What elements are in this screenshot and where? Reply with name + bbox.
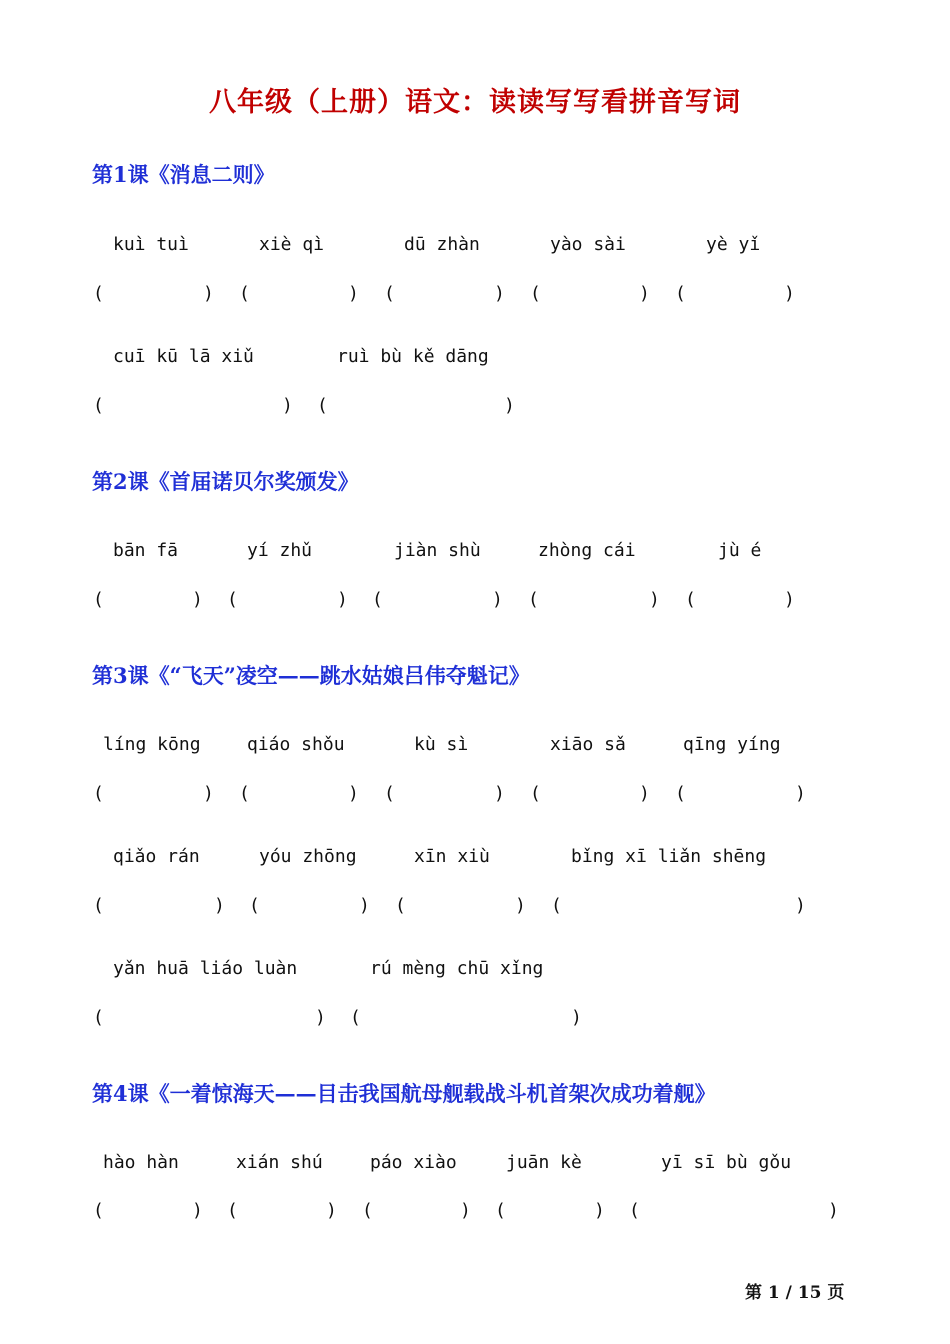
answer-bracket-open: ( xyxy=(675,783,686,804)
pinyin-item: rú mèng chū xǐng xyxy=(370,958,544,979)
pinyin-item: jù é xyxy=(718,540,762,561)
answer-bracket-open: ( xyxy=(93,589,104,610)
answer-bracket-open: ( xyxy=(317,395,328,416)
pinyin-item: cuī kū lā xiǔ xyxy=(113,346,254,367)
answer-bracket-close: ) xyxy=(348,783,359,804)
pinyin-item: zhòng cái xyxy=(538,540,636,561)
answer-bracket-open: ( xyxy=(675,283,686,304)
answer-bracket-open: ( xyxy=(227,589,238,610)
pinyin-item: xián shú xyxy=(236,1152,323,1173)
answer-bracket-close: ) xyxy=(795,895,806,916)
pinyin-item: hào hàn xyxy=(103,1152,179,1173)
answer-bracket-open: ( xyxy=(384,783,395,804)
pinyin-item: dū zhàn xyxy=(404,234,480,255)
pinyin-item: jiàn shù xyxy=(394,540,481,561)
answer-bracket-close: ) xyxy=(460,1200,471,1221)
pinyin-item: qīng yíng xyxy=(683,734,781,755)
answer-bracket-close: ) xyxy=(639,783,650,804)
answer-bracket-open: ( xyxy=(685,589,696,610)
answer-bracket-close: ) xyxy=(326,1200,337,1221)
answer-bracket-open: ( xyxy=(93,895,104,916)
pinyin-item: yào sài xyxy=(550,234,626,255)
answer-bracket-close: ) xyxy=(192,1200,203,1221)
answer-bracket-open: ( xyxy=(350,1007,361,1028)
pinyin-item: qiǎo rán xyxy=(113,846,200,867)
pinyin-item: xiāo sǎ xyxy=(550,734,626,755)
answer-bracket-close: ) xyxy=(494,283,505,304)
answer-bracket-open: ( xyxy=(395,895,406,916)
pinyin-item: juān kè xyxy=(506,1152,582,1173)
answer-bracket-open: ( xyxy=(93,1007,104,1028)
answer-bracket-close: ) xyxy=(348,283,359,304)
lesson-1-heading: 第1课《消息二则》 xyxy=(92,162,275,187)
answer-bracket-close: ) xyxy=(214,895,225,916)
pinyin-item: yí zhǔ xyxy=(247,540,313,561)
answer-bracket-open: ( xyxy=(93,283,104,304)
pinyin-item: ruì bù kě dāng xyxy=(337,346,489,367)
answer-bracket-open: ( xyxy=(372,589,383,610)
answer-bracket-open: ( xyxy=(239,283,250,304)
answer-bracket-close: ) xyxy=(337,589,348,610)
answer-bracket-close: ) xyxy=(571,1007,582,1028)
answer-bracket-open: ( xyxy=(227,1200,238,1221)
pinyin-item: kuì tuì xyxy=(113,234,189,255)
answer-bracket-open: ( xyxy=(362,1200,373,1221)
answer-bracket-open: ( xyxy=(93,395,104,416)
pinyin-item: páo xiào xyxy=(370,1152,457,1173)
answer-bracket-open: ( xyxy=(249,895,260,916)
answer-bracket-open: ( xyxy=(530,283,541,304)
answer-bracket-open: ( xyxy=(530,783,541,804)
answer-bracket-close: ) xyxy=(795,783,806,804)
answer-bracket-close: ) xyxy=(784,283,795,304)
answer-bracket-close: ) xyxy=(315,1007,326,1028)
pinyin-item: xiè qì xyxy=(259,234,325,255)
pinyin-item: yī sī bù gǒu xyxy=(661,1152,792,1173)
answer-bracket-close: ) xyxy=(784,589,795,610)
pinyin-item: bǐng xī liǎn shēng xyxy=(571,846,767,867)
page-title: 八年级（上册）语文：读读写写看拼音写词 xyxy=(209,87,741,118)
answer-bracket-close: ) xyxy=(359,895,370,916)
pinyin-item: yè yǐ xyxy=(706,234,761,255)
pinyin-item: xīn xiù xyxy=(414,846,490,867)
pinyin-item: bān fā xyxy=(113,540,179,561)
answer-bracket-close: ) xyxy=(594,1200,605,1221)
answer-bracket-open: ( xyxy=(93,1200,104,1221)
answer-bracket-close: ) xyxy=(192,589,203,610)
lesson-4-heading: 第4课《一着惊海天——目击我国航母舰载战斗机首架次成功着舰》 xyxy=(92,1081,716,1106)
pinyin-item: yóu zhōng xyxy=(259,846,357,867)
answer-bracket-open: ( xyxy=(528,589,539,610)
answer-bracket-open: ( xyxy=(239,783,250,804)
lesson-3-heading: 第3课《“飞天”凌空——跳水姑娘吕伟夺魁记》 xyxy=(92,663,530,688)
page-number: 第 1 / 15 页 xyxy=(745,1283,845,1303)
answer-bracket-open: ( xyxy=(495,1200,506,1221)
answer-bracket-open: ( xyxy=(551,895,562,916)
answer-bracket-close: ) xyxy=(828,1200,839,1221)
answer-bracket-close: ) xyxy=(282,395,293,416)
answer-bracket-close: ) xyxy=(649,589,660,610)
answer-bracket-close: ) xyxy=(494,783,505,804)
pinyin-item: kù sì xyxy=(414,734,469,755)
answer-bracket-close: ) xyxy=(203,783,214,804)
answer-bracket-close: ) xyxy=(639,283,650,304)
lesson-2-heading: 第2课《首届诺贝尔奖颁发》 xyxy=(92,469,359,494)
answer-bracket-open: ( xyxy=(629,1200,640,1221)
answer-bracket-close: ) xyxy=(203,283,214,304)
answer-bracket-open: ( xyxy=(384,283,395,304)
answer-bracket-close: ) xyxy=(492,589,503,610)
answer-bracket-close: ) xyxy=(515,895,526,916)
pinyin-item: qiáo shǒu xyxy=(247,734,345,755)
pinyin-item: líng kōng xyxy=(103,734,201,755)
answer-bracket-open: ( xyxy=(93,783,104,804)
pinyin-item: yǎn huā liáo luàn xyxy=(113,958,298,979)
answer-bracket-close: ) xyxy=(504,395,515,416)
